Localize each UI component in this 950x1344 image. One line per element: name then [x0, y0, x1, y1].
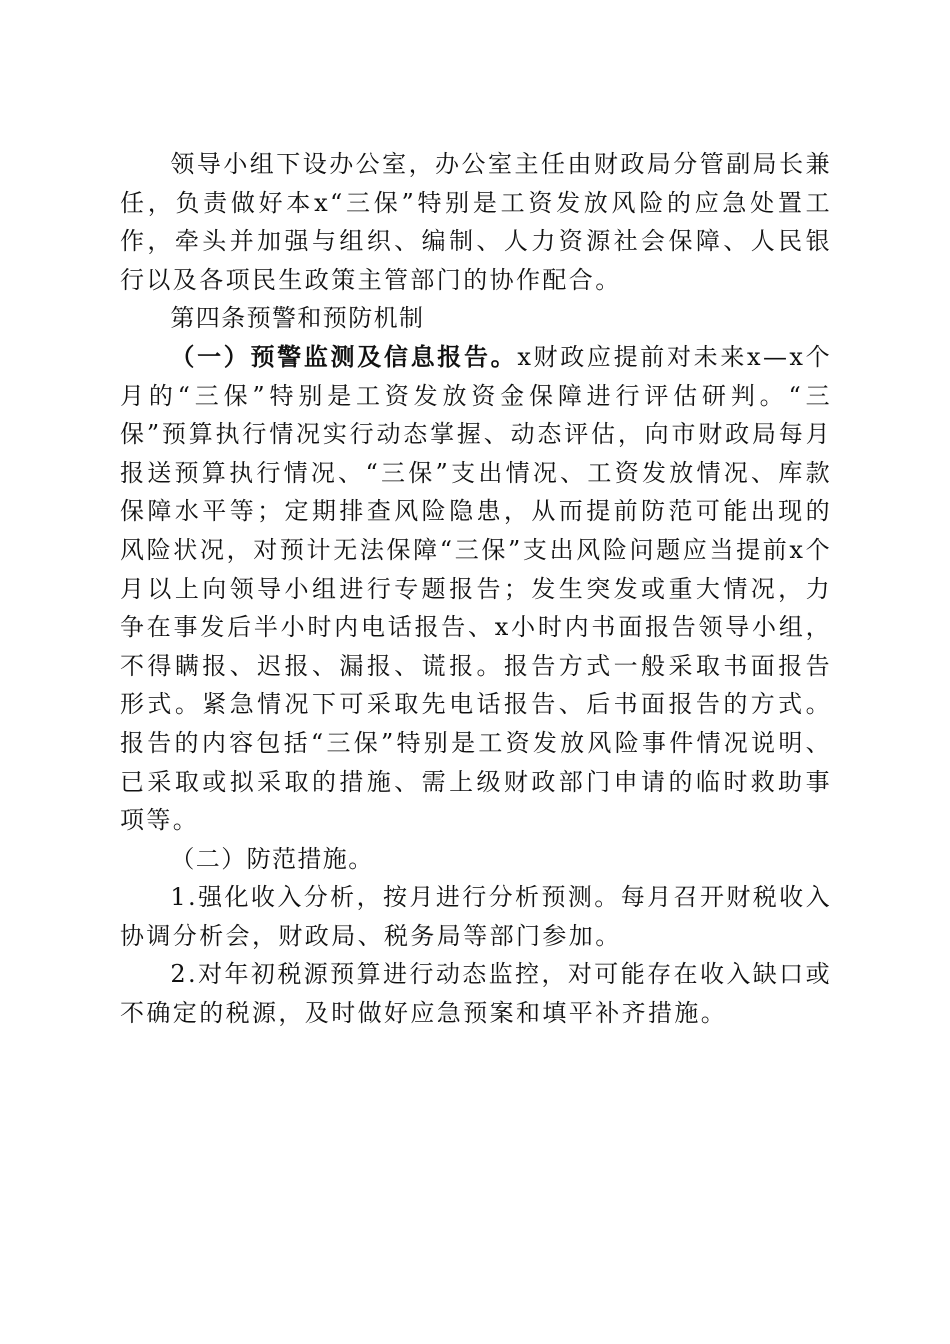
- article-4-heading: 第四条预警和预防机制: [170, 304, 425, 333]
- section-1-lead: （一）预警监测及信息报告。: [170, 341, 518, 371]
- section-2-heading: （二）防范措施。: [170, 844, 374, 873]
- paragraph-early-warning: [120, 338, 832, 840]
- section-1-body: x财政应提前对未来x—x个月的“三保”特别是工资发放资金保障进行评估研判。“三保”预算执行情况实行动态掌握、动态评估，向市财政局每月报送预算执行情况、“三保”支出情况、工资发放情况、库款保障水平等；定期排查风险隐患，从而提前防范可能出现的风险状况，对预计无法保障“三保”支出风险问题应当提前x个月以上向领导小组进行专题报告；发生突发或重大情况，力争在事发后半小时内电话报告、x小时内书面报告领导小组，不得瞒报、迟报、漏报、谎报。报告方式一般采取书面报告形式。紧急情况下可采取先电话报告、后书面报告的方式。报告的内容包括“三保”特别是工资发放风险事件情况说明、已采取或拟采取的措施、需上级财政部门申请的临时救助事项等。: [120, 342, 832, 835]
- document-body: [120, 145, 832, 1033]
- list-item-2: 2.对年初税源预算进行动态监控，对可能存在收入缺口或不确定的税源，及时做好应急预案和填平补齐措施。: [120, 960, 832, 1028]
- paragraph-office-setup: 领导小组下设办公室，办公室主任由财政局分管副局长兼任，负责做好本x“三保”特别是工资发放风险的应急处置工作，牵头并加强与组织、编制、人力资源社会保障、人民银行以及各项民生政策主管部门的协作配合。: [120, 150, 832, 294]
- list-item-1: 1.强化收入分析，按月进行分析预测。每月召开财税收入协调分析会，财政局、税务局等部门参加。: [120, 883, 832, 950]
